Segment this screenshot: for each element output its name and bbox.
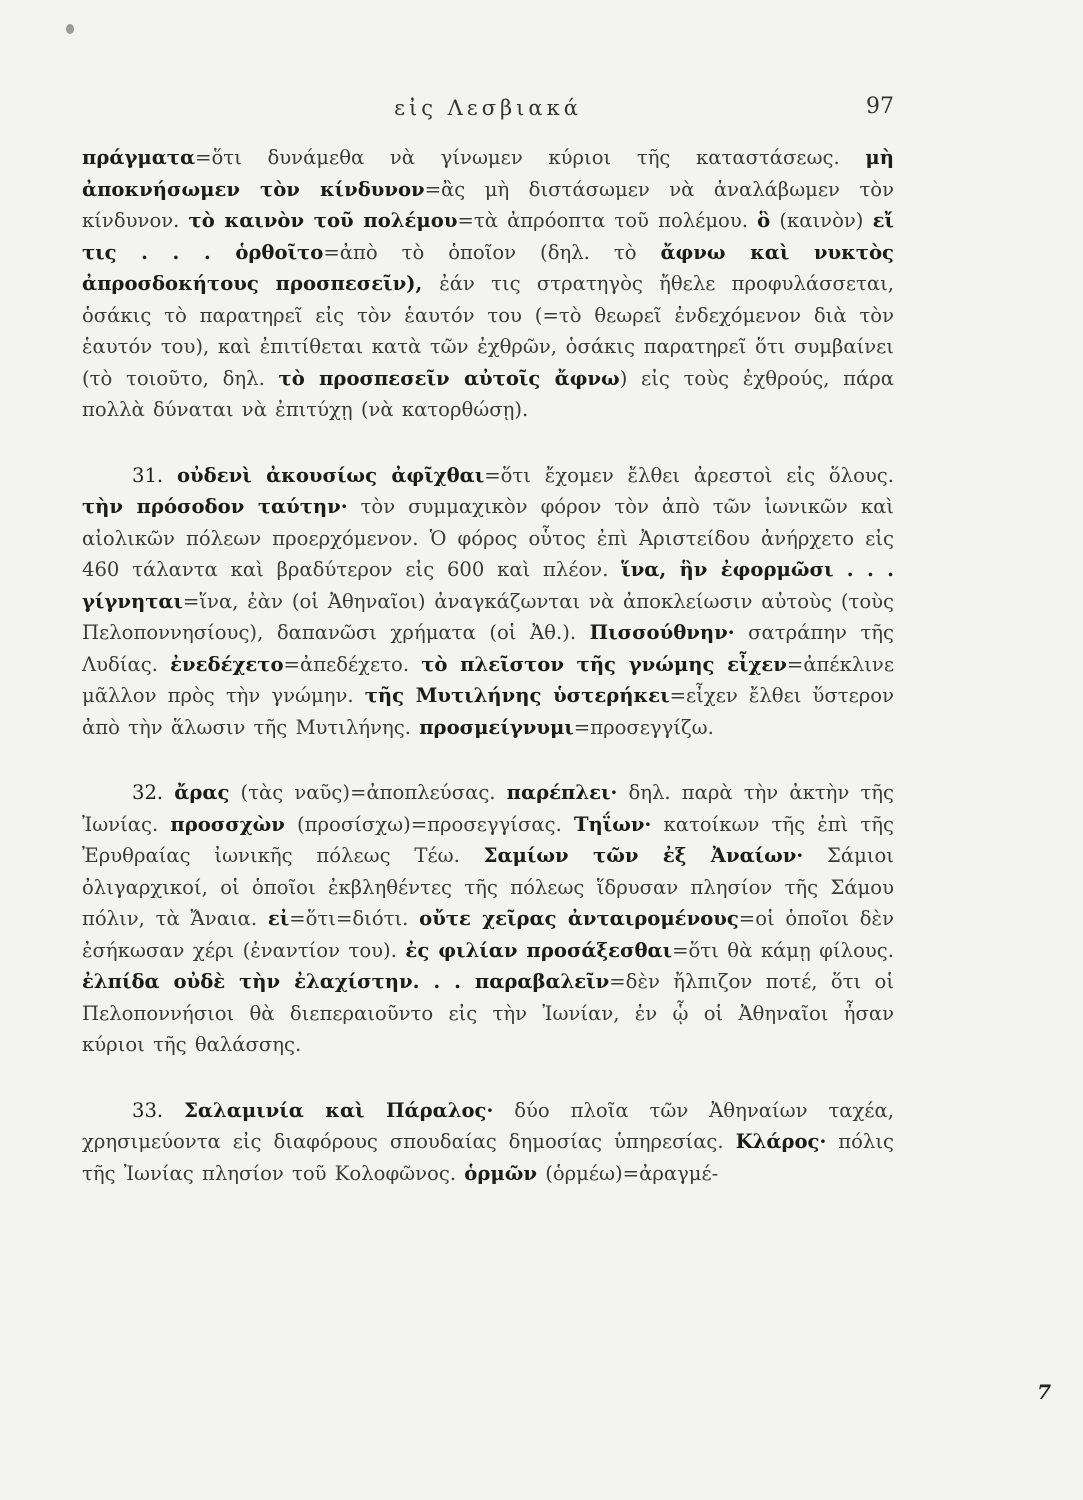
note-paragraph-33 — [82, 1095, 894, 1190]
note-paragraph-31 — [82, 460, 894, 744]
lemma: Σαμίων τῶν ἐξ Ἀναίων· — [483, 844, 804, 867]
gloss-text: πόλις τῆς Ἰωνίας πλησίον τοῦ Κολοφῶνος. — [82, 1130, 894, 1185]
gloss-text: =δὲν ἤλπιζον ποτέ, ὅτι οἱ Πελοποννήσιοι θὰ διεπεραιοῦντο εἰς τὴν Ἰωνίαν, ἐν ᾧ οἱ Ἀθηναῖοι ἦσαν κύριοι τῆς θαλάσσης. — [82, 970, 894, 1056]
lemma: Τηΐων· — [573, 812, 652, 836]
gloss-text: δηλ. παρὰ τὴν ἀκτὴν τῆς Ἰωνίας. — [82, 781, 894, 836]
gloss-text: (καινὸν) — [770, 209, 873, 232]
gloss-text: ἐάν τις στρατηγὸς ἤθελε προφυλάσσεται, ὁσάκις τὸ παρατηρεῖ εἰς τὸν ἑαυτόν του (=τὸ θεωρεῖ ἐνδεχόμενον διὰ τὸν ἑαυτόν του), καὶ ἐπιτίθεται κατὰ τῶν ἐχθρῶν, ὁσάκις παρατηρεῖ ὅτι συμβαίνει (τὸ τοιοῦτο, δηλ. — [82, 272, 895, 390]
gloss-text: =ἀπεδέχετο. — [283, 652, 422, 676]
lemma: προσσχὼν — [170, 812, 285, 836]
gloss-text: σατράπην τῆς Λυδίας. — [82, 621, 894, 676]
lemma: ἐνεδέχετο — [170, 652, 284, 676]
gloss-text: Σάμιοι ὀλιγαρχικοί, οἱ ὁποῖοι ἐκβληθέντες τῆς πόλεως ἵδρυσαν πλησίον τῆς Σάμου πόλιν, τὰ Ἄναια. — [82, 844, 894, 930]
lemma: οὔτε χεῖρας ἀνταιρομένους — [419, 907, 739, 930]
lemma: ἐς φιλίαν προσάξεσθαι — [405, 938, 673, 962]
gloss-text: =ἀπέκλινε μᾶλλον πρὸς τὴν γνώμην. — [82, 652, 894, 707]
gloss-text: =τὰ ἀπρόοπτα τοῦ πολέμου. — [457, 209, 758, 232]
lemma: τῆς Μυτιλήνης ὑστερήκει — [364, 684, 670, 707]
page-header — [82, 88, 894, 128]
lemma: Πισσούθνην· — [589, 621, 735, 644]
gloss-text: κατοίκων τῆς ἐπὶ τῆς Ἐρυθραίας ἰωνικῆς πόλεως Τέω. — [82, 812, 894, 867]
lemma: τὸ καινὸν τοῦ πολέμου — [188, 209, 458, 232]
page-number: 97 — [866, 94, 894, 119]
gloss-text: =ὅτι δυνάμεθα νὰ γίνωμεν κύριοι τῆς καταστάσεως. — [195, 146, 866, 169]
lemma: τὴν πρόσοδον ταύτην· — [82, 495, 348, 518]
lemma: εἰ — [267, 907, 290, 930]
gloss-text: δύο πλοῖα τῶν Ἀθηναίων ταχέα, χρησιμεύοντα εἰς διαφόρους σπουδαίας δημοσίας ὑπηρεσίας. — [82, 1098, 895, 1153]
lemma: τὸ πλεῖστον τῆς γνώμης εἶχεν — [421, 652, 787, 676]
gloss-text: =ὅτι θὰ κάμῃ φίλους. — [672, 938, 894, 962]
commentary-text — [82, 142, 894, 1189]
gloss-text: =οἱ ὁποῖοι δὲν ἐσήκωσαν χέρι (ἐναντίον του). — [82, 907, 894, 962]
gloss-text: =εἶχεν ἔλθει ὕστερον ἀπὸ τὴν ἅλωσιν τῆς Μυτιλήνης. — [82, 684, 894, 739]
lemma: προσμείγνυμι — [419, 715, 574, 739]
book-page — [82, 88, 894, 1189]
note-paragraph-continued — [82, 142, 894, 426]
lemma: Κλάρος· — [735, 1130, 827, 1153]
running-title: εἰς Λεσβιακά — [394, 96, 582, 120]
note-number: 33. — [132, 1098, 185, 1122]
scan-speck — [66, 24, 74, 34]
lemma: ἄφνω καὶ νυκτὸς ἀπροσδοκήτους προσπεσεῖν), — [82, 240, 894, 295]
note-paragraph-32 — [82, 777, 894, 1061]
lemma: μὴ ἀποκνήσωμεν τὸν κίνδυνον — [82, 146, 894, 201]
lemma: τὸ προσπεσεῖν αὐτοῖς ἄφνω — [278, 366, 620, 390]
gloss-text: =ὅτι=διότι. — [289, 907, 420, 930]
lemma: εἴ τις . . . ὁρθοῖτο — [82, 209, 894, 264]
printer-signature-mark: 7 — [1037, 1380, 1051, 1404]
lemma: ἵνα, ἣν ἐφορμῶσι . . . γίγνηται — [82, 558, 894, 613]
gloss-text: τὸν συμμαχικὸν φόρον τὸν ἀπὸ τῶν ἰωνικῶν καὶ αἰολικῶν πόλεων προερχόμενον. Ὁ φόρος οὗτος ἐπὶ Ἀριστείδου ἀνήρχετο εἰς 460 τάλαντα καὶ βραδύτερον εἰς 600 καὶ πλέον. — [82, 495, 894, 581]
note-number: 32. — [132, 781, 175, 804]
gloss-text: =ὅτι ἔχομεν ἔλθει ἀρεστοὶ εἰς ὅλους. — [484, 463, 895, 487]
gloss-text: =ἂς μὴ διστάσωμεν νὰ ἀναλάβωμεν τὸν κίνδυνον. — [82, 177, 894, 232]
gloss-text: =ἵνα, ἐὰν (οἱ Ἀθηναῖοι) ἀναγκάζωνται νὰ ἀποκλείωσιν αὐτοὺς (τοὺς Πελοποννησίους), δαπανῶσι χρήματα (οἱ Ἀθ.). — [82, 589, 894, 644]
lemma: ἐλπίδα οὐδὲ τὴν ἐλαχίστην. . . παραβαλεῖν — [82, 970, 610, 993]
lemma: οὐδενὶ ἀκουσίως ἀφῖχθαι — [176, 463, 485, 487]
lemma: παρέπλει· — [506, 781, 618, 804]
gloss-text: =ἀπὸ τὸ ὁποῖον (δηλ. τὸ — [323, 240, 661, 264]
gloss-text: (ὁρμέω)=ἀραγμέ- — [536, 1161, 719, 1185]
lemma: ἄρας — [174, 781, 230, 804]
lemma: Σαλαμινία καὶ Πάραλος· — [184, 1098, 494, 1122]
gloss-text: (τὰς ναῦς)=ἀποπλεύσας. — [229, 781, 507, 804]
gloss-text: ) εἰς τοὺς ἐχθρούς, πάρα πολλὰ δύναται νὰ ἐπιτύχῃ (νὰ κατορθώσῃ). — [82, 366, 895, 421]
lemma: ὁρμῶν — [464, 1161, 537, 1185]
gloss-text: =προσεγγίζω. — [573, 715, 714, 739]
note-number: 31. — [132, 463, 177, 487]
lemma: ὃ — [757, 209, 771, 232]
gloss-text: (προσίσχω)=προσεγγίσας. — [284, 812, 574, 836]
lemma: πράγματα — [82, 146, 196, 169]
